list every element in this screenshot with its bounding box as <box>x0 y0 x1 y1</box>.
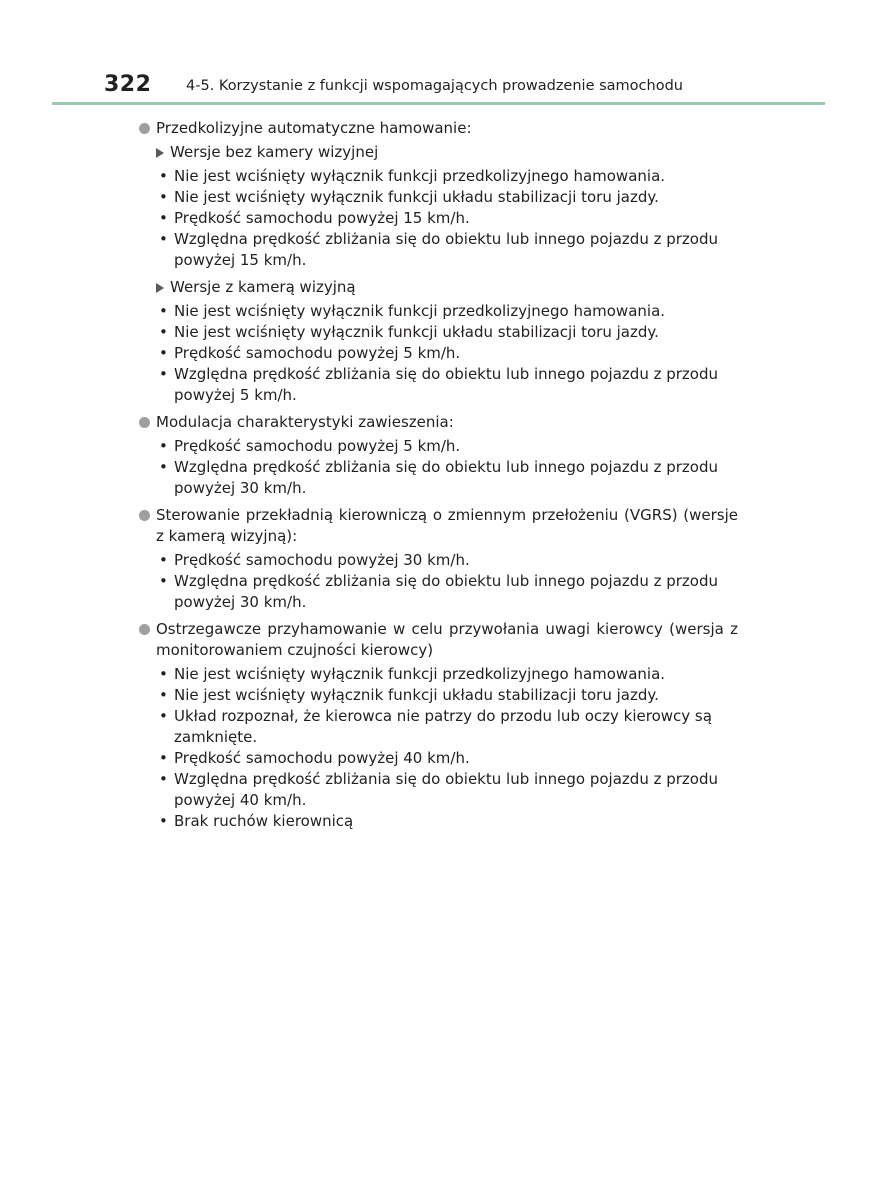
list-item: • Prędkość samochodu powyżej 40 km/h. <box>159 749 470 767</box>
list-item: • Nie jest wciśnięty wyłącznik funkcji przedkolizyjnego hamowania. <box>159 167 666 185</box>
list-item: • Układ rozpoznał, że kierowca nie patrzy do przodu lub oczy kierowcy są zamknięte. <box>159 707 712 746</box>
list-item: • Nie jest wciśnięty wyłącznik funkcji układu stabilizacji toru jazdy. <box>159 188 659 206</box>
page-header <box>104 72 804 104</box>
section-driver-attention-braking <box>138 619 738 832</box>
list-item: • Nie jest wciśnięty wyłącznik funkcji przedkolizyjnego hamowania. <box>159 302 666 320</box>
list-item: • Prędkość samochodu powyżej 5 km/h. <box>159 344 461 362</box>
section-title: Sterowanie przekładnią kierowniczą o zmiennym przełożeniu (VGRS) (wersje z kamerą wizyjną): <box>138 505 738 547</box>
chapter-title: 4-5. Korzystanie z funkcji wspomagających prowadzenie samochodu <box>186 78 683 94</box>
list-item: • Nie jest wciśnięty wyłącznik funkcji przedkolizyjnego hamowania. <box>159 665 666 683</box>
list-item: • Brak ruchów kierownicą <box>159 812 354 830</box>
condition-list <box>138 664 738 832</box>
list-item: • Prędkość samochodu powyżej 30 km/h. <box>159 551 470 569</box>
triangle-marker-icon <box>156 148 164 158</box>
list-item: • Nie jest wciśnięty wyłącznik funkcji układu stabilizacji toru jazdy. <box>159 686 659 704</box>
gray-bullet-icon <box>139 417 150 428</box>
list-item: • Względna prędkość zbliżania się do obiektu lub innego pojazdu z przodu powyżej 30 km/h. <box>159 572 718 611</box>
subsection-title: Wersje bez kamery wizyjnej <box>138 142 738 163</box>
condition-list <box>138 301 738 406</box>
list-item: • Względna prędkość zbliżania się do obiektu lub innego pojazdu z przodu powyżej 5 km/h. <box>159 365 718 404</box>
page-number: 322 <box>104 72 152 97</box>
gray-bullet-icon <box>139 123 150 134</box>
list-item: • Prędkość samochodu powyżej 15 km/h. <box>159 209 470 227</box>
gray-bullet-icon <box>139 624 150 635</box>
list-item: • Względna prędkość zbliżania się do obiektu lub innego pojazdu z przodu powyżej 30 km/h. <box>159 458 718 497</box>
section-vgrs-steering <box>138 505 738 613</box>
page-content <box>138 118 738 838</box>
list-item: • Względna prędkość zbliżania się do obiektu lub innego pojazdu z przodu powyżej 40 km/h. <box>159 770 718 809</box>
section-title: Modulacja charakterystyki zawieszenia: <box>138 412 738 433</box>
section-title: Przedkolizyjne automatyczne hamowanie: <box>138 118 738 139</box>
triangle-marker-icon <box>156 283 164 293</box>
gray-bullet-icon <box>139 510 150 521</box>
header-divider <box>52 102 825 105</box>
list-item: • Nie jest wciśnięty wyłącznik funkcji układu stabilizacji toru jazdy. <box>159 323 659 341</box>
list-item: • Prędkość samochodu powyżej 5 km/h. <box>159 437 461 455</box>
section-suspension-modulation <box>138 412 738 499</box>
condition-list <box>138 550 738 613</box>
section-pre-collision-braking <box>138 118 738 406</box>
subsection-title: Wersje z kamerą wizyjną <box>138 277 738 298</box>
section-title: Ostrzegawcze przyhamowanie w celu przywołania uwagi kierowcy (wersja z monitorowaniem czujności kierowcy) <box>138 619 738 661</box>
list-item: • Względna prędkość zbliżania się do obiektu lub innego pojazdu z przodu powyżej 15 km/h. <box>159 230 718 269</box>
condition-list <box>138 436 738 499</box>
condition-list <box>138 166 738 271</box>
